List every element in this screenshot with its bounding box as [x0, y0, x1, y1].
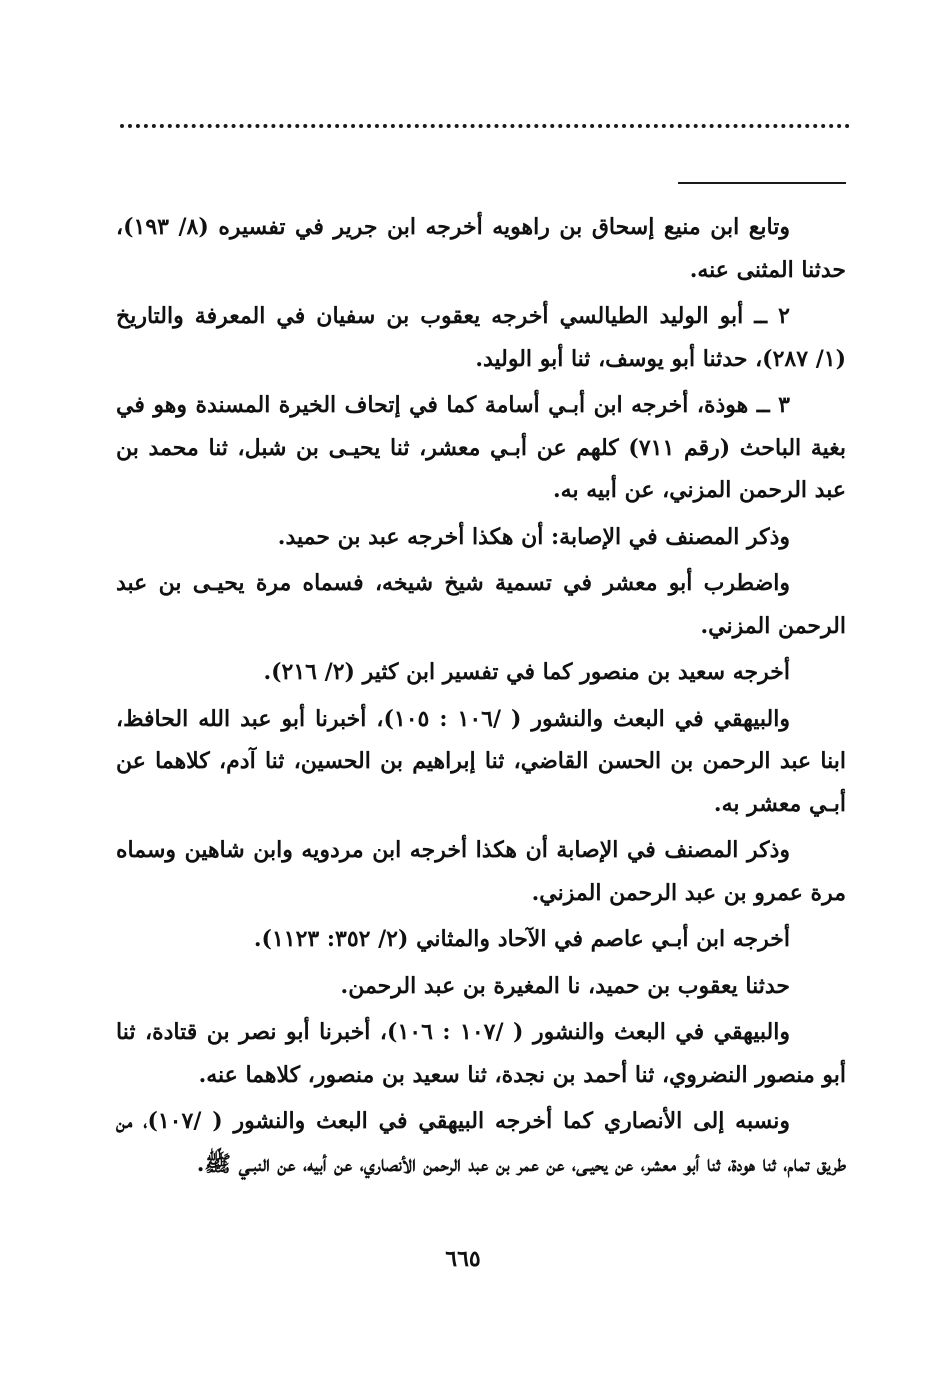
paragraph-11: والبيهقي في البعث والنشور ( /١٠٧ : ١٠٦)، أخبرنا أبو نصر بن قتادة، ثنا أبو منصور النضروي، ثنا أحمد بن نجدة، ثنا سعيد بن منصور، كلاهما عنه.: [116, 1019, 846, 1088]
paragraph-9: أخرجه ابن أبـي عاصم في الآحاد والمثاني (٢/ ٣٥٢: ١١٢٣).: [253, 926, 790, 952]
paragraph-6: أخرجه سعيد بن منصور كما في تفسير ابن كثير (٢/ ٢١٦).: [263, 659, 790, 685]
paragraph-10: حدثنا يعقوب بن حميد، نا المغيرة بن عبد الرحمن.: [340, 972, 790, 999]
dotted-separator: [120, 124, 850, 128]
paragraph-1: وتابع ابن منيع إسحاق بن راهويه أخرجه ابن جرير في تفسيره (٨/ ١٩٣)، حدثنا المثنى عنه.: [116, 214, 846, 283]
paragraph-12: ونسبه إلى الأنصاري كما أخرجه البيهقي في البعث والنشور ( /١٠٧)، من طريق تمام، ثنا هودة، ثنا أبو معشر، عن يحيـى، عن عمر بن عبد الرحمن الأنصاري، عن أبيه، عن النبـي ﷺ.: [116, 1108, 846, 1177]
paragraph-4: وذكر المصنف في الإصابة: أن هكذا أخرجه عبد بن حميد.: [277, 523, 790, 550]
paragraph-5: واضطرب أبو معشر في تسمية شيخ شيخه، فسماه مرة يحيـى بن عبد الرحمن المزني.: [116, 570, 846, 639]
paragraph-3: ٣ ــ هوذة، أخرجه ابن أبـي أسامة كما في إتحاف الخيرة المسندة وهو في بغية الباحث (رقم ٧١١) كلهم عن أبـي معشر، ثنا يحيـى بن شبل، ثنا محمد بن عبد الرحمن المزني، عن أبيه به.: [116, 392, 846, 503]
paragraph-8: وذكر المصنف في الإصابة أن هكذا أخرجه ابن مردويه وابن شاهين وسماه مرة عمرو بن عبد الرحمن المزني.: [116, 837, 846, 906]
paragraph-2: ٢ ــ أبو الوليد الطيالسي أخرجه يعقوب بن سفيان في المعرفة والتاريخ (١/ ٢٨٧)، حدثنا أبو يوسف، ثنا أبو الوليد.: [116, 303, 846, 372]
page-number: ٦٦٥: [445, 1246, 481, 1272]
paragraph-7: والبيهقي في البعث والنشور ( /١٠٦ : ١٠٥)، أخبرنا أبو عبد الله الحافظ، ابنا عبد الرحمن بن الحسن القاضي، ثنا إبراهيم بن الحسين، ثنا آدم، كلاهما عن أبـي معشر به.: [116, 705, 846, 817]
footnote-rule: [678, 182, 846, 184]
footnote-text: [116, 206, 846, 1189]
